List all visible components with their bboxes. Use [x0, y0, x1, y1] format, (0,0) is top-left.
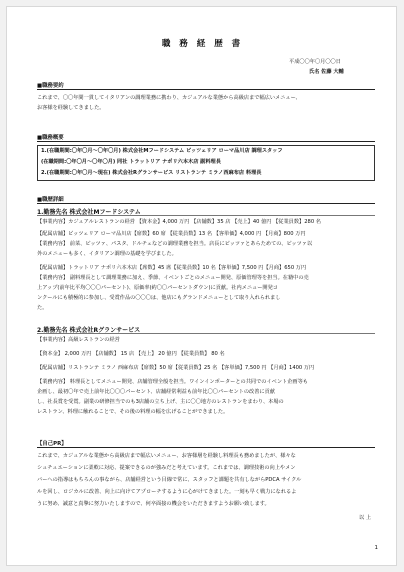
overview-row-3: 2.(在職期間:〇年〇月〜現在) 株式会社Rグランサービス リストランテ ミラノ西麻布店 料理長	[41, 170, 262, 176]
company-1-line: 【事業内容】カジュアルレストランの経営 【資本金】4,000 万円 【店舗数】35 店 【売上】40 億円 【従業員数】280 名	[37, 219, 321, 225]
pr-divider	[37, 447, 375, 448]
company-2-underline	[37, 333, 375, 334]
overview-box	[37, 145, 375, 181]
company-1-line: 【配属店舗】トラットリア ナポリ六本木店【席数】45 席【従業員数】10 名【客単価】7,500 円【月商】650 万円	[37, 265, 307, 271]
overview-divider	[37, 141, 375, 142]
company-1-line: 外のメニューも多く、イタリアン調理の基礎を学びました。	[37, 251, 177, 257]
applicant-name: 氏名 佐藤 大輔	[309, 69, 344, 75]
overview-row-1: 1.(在職期間:〇年〇月〜〇年〇月) 株式会社Mフードシステム ピッツェリア ローマ品川店 調理スタッフ	[41, 148, 283, 154]
company-2-line: し、社長賞を受賞。副業の研修担当でのも3店舗の立ち上げ、主に〇〇地方のレストランをまわり、本場の	[37, 399, 284, 405]
overview-heading: ■職務概要	[37, 135, 64, 141]
company-1-line: 【配属店舗】ピッツェリア ローマ品川店【席数】60 席 【従業員数】13 名 【客単価】4,000 円 【月商】800 万円	[37, 231, 306, 237]
pr-line: うに努め、誠意と真摯に努力いたしますので、何卒面接の機会をいただきますようお願い致します。	[37, 501, 270, 507]
company-1-underline	[37, 215, 375, 216]
pr-heading: 【自己PR】	[37, 441, 67, 447]
company-2-line: レストラン、料理に触れることで、その後の料理の幅を広げることができました。	[37, 409, 229, 415]
company-1-title: 1.勤務先名 株式会社Mフードシステム	[37, 209, 141, 216]
details-heading: ■職歴詳細	[37, 197, 64, 203]
closing-text: 以 上	[359, 515, 372, 521]
summary-divider	[37, 89, 375, 90]
company-2-line: 【業務内容】 料理長としてメニュー開発、店舗管理全般を担当。ワインインポーターとの共同でのイベント企画等も	[37, 379, 308, 385]
details-divider	[37, 203, 375, 204]
document-title: 職 務 経 歴 書	[161, 39, 244, 49]
company-1-line: 上アップ(前年比平均〇〇〇パーセント)、原価率(約〇〇パーセントダウン)に貢献。社内メニュー開発コ	[37, 285, 278, 291]
company-2-line: 企画し、最初〇年で売上前年比〇〇〇パーセント、店舗経常利益も前年比〇〇パーセントの改善に貢献	[37, 389, 275, 395]
page-number: 1	[374, 545, 378, 551]
company-1-line: ンクールにも積極的に参加し、受賞作品の〇〇〇は、他店にもグランドメニューとして取り入れられまし	[37, 295, 281, 301]
pr-line: これまで、カジュアルな業態から高級店まで幅広いメニュー、お客様層を経験し料理長も務めましたが、様々な	[37, 453, 296, 459]
document-date: 平成〇〇年〇月〇〇日	[289, 59, 341, 65]
pr-line: シュチュエーションに柔軟に対応、提案できるのが強みだと考えています。これまでは、調理技術の向上やメン	[37, 465, 296, 471]
overview-row-2: (在職期間:〇年〇月〜〇年〇月) 同社 トラットリア ナポリ六本木店 副料理長	[41, 159, 221, 165]
pr-line: バーへの指導はもちろんの事ながら、店舗経営という目線で常に、スタッフと課題を共有しながらPDCA サイクル	[37, 477, 302, 483]
company-2-line: 【配属店舗】リストランテ ミラノ 西麻布店【席数】50 席【従業員数】25 名 【客単価】7,500 円 【月商】1400 万円	[37, 365, 315, 371]
company-1-line: 【業務内容】 前菜、ピッツァ、パスタ、ドルチェなどの調理業務を担当。店長にピッツァとあらためての、ピッツァ以	[37, 241, 313, 247]
summary-heading: ■職務要約	[37, 83, 64, 89]
resume-page	[6, 6, 397, 566]
company-2-line: 【資本金】 2,000 万円 【店舗数】 15 店 【売上】 20 億円 【従業員数】 80 名	[37, 351, 225, 357]
company-1-line: た。	[37, 305, 48, 311]
company-2-line: 【事業内容】高級レストランの経営	[37, 337, 120, 343]
company-1-line: 【業務内容】 副料理長として調理業務に加え、季節、イベントごとのメニュー開発、原価管理等を担当。在籍中の売	[37, 275, 309, 281]
summary-line-1: これまで、〇〇年間一貫してイタリアンの調理業務に携わり、カジュアルな業態から高級店まで幅広いメニュー、	[37, 95, 301, 101]
summary-line-2: お客様を経験してきました。	[37, 105, 105, 111]
pr-line: ルを回し、ロジカルに改善、向上に向けてアプローチするように心がけてきました。一刻も早く戦力になれるよ	[37, 489, 297, 495]
company-2-title: 2.勤務先名 株式会社Rグランサービス	[37, 327, 141, 334]
